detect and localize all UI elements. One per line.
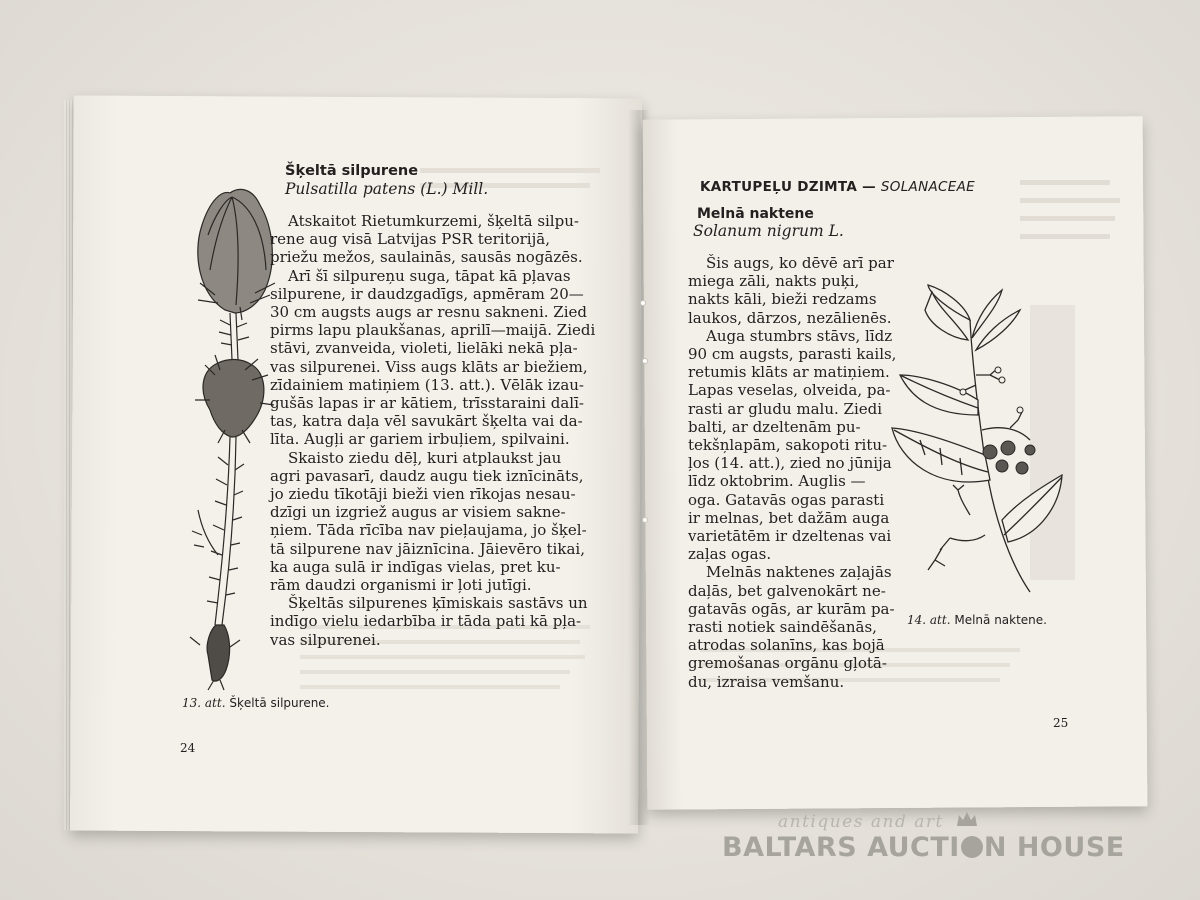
text-line: Šķeltās silpurenes ķīmiskais sastāvs un	[288, 594, 588, 613]
left-body-text	[270, 212, 595, 649]
text-line: 30 cm augsts augs ar resnu sakneni. Zied	[270, 303, 587, 322]
text-line: jo ziedu tīkotāji bieži vien rīkojas nesau-	[270, 485, 576, 504]
text-line: ņiem. Tāda rīcība nav pieļaujama, jo šķel-	[270, 521, 587, 540]
text-line: miega zāli, nakts puķi,	[688, 272, 860, 291]
text-line: agri pavasarī, daudz augu tiek iznīcināts,	[270, 466, 584, 485]
text-line: laukos, dārzos, nezālienēs.	[688, 308, 892, 327]
family-latin: SOLANACEAE	[880, 179, 975, 195]
text-line: tā silpurene nav jāiznīcina. Jāievēro tikai,	[270, 539, 585, 558]
text-line: dzīgi un izgriež augus ar visiem sakne-	[270, 503, 566, 522]
text-line: Auga stumbrs stāvs, līdz	[706, 326, 893, 345]
text-line: zīdainiem matiņiem (13. att.). Vēlāk izau-	[270, 375, 584, 394]
text-line: ka auga sulā ir indīgas vielas, pret ku-	[270, 557, 561, 576]
bleed-through-right	[1020, 180, 1130, 239]
text-line: vas silpurenei. Viss augs klāts ar biežiem,	[270, 357, 588, 376]
text-line: rene aug visā Latvijas PSR teritorijā,	[270, 230, 550, 249]
page-number-right: 25	[1053, 716, 1069, 730]
section-title: Šķeltā silpurene	[285, 163, 419, 179]
figure-caption-text: Melnā naktene.	[954, 613, 1047, 627]
text-line: Melnās naktenes zaļajās	[706, 563, 892, 582]
text-line: Skaisto ziedu dēļ, kuri atplaukst jau	[288, 448, 562, 467]
text-line: tekšņlapām, sakopoti ritu-	[688, 436, 888, 455]
text-line: retumis klāts ar matiņiem.	[688, 363, 890, 382]
text-line: tas, katra daļa vēl savukārt šķelta vai da-	[270, 412, 583, 431]
right-body-text	[688, 254, 896, 691]
text-line: daļās, bet galvenokārt ne-	[688, 581, 886, 600]
text-line: gušās lapas ir ar kātiem, trīsstaraini dalī-	[270, 394, 584, 413]
text-line: Atskaitot Rietumkurzemi, šķeltā silpu-	[288, 212, 579, 230]
text-line: rām daudzi organismi ir ļoti jutīgi.	[270, 576, 532, 595]
text-line: nakts kāli, bieži redzams	[688, 290, 877, 309]
text-line: Arī šī silpureņu suga, tāpat kā pļavas	[288, 266, 571, 285]
binding-stitch	[642, 358, 648, 364]
text-line: līta. Augļi ar gariem irbuļiem, spilvaini.	[270, 430, 570, 449]
text-line: vas silpurenei.	[270, 630, 381, 649]
text-line: silpurene, ir daudzgadīgs, apmēram 20—	[270, 284, 584, 303]
text-line: varietātēm ir dzeltenas vai	[688, 527, 892, 546]
figure-caption	[182, 696, 330, 710]
figure-number: 14. att.	[907, 613, 951, 627]
page-number-left: 24	[180, 741, 196, 755]
watermark-brand-right: N HOUSE	[983, 832, 1125, 863]
crown-o-icon	[961, 836, 983, 858]
text-line: līdz oktobrim. Auglis —	[688, 472, 866, 491]
text-line: oga. Gatavās ogas parasti	[688, 490, 885, 509]
watermark-tagline: antiques and art	[778, 812, 944, 832]
section-title-right: Melnā naktene	[697, 206, 814, 222]
text-line: atrodas solanīns, kas bojā	[688, 636, 885, 655]
text-line: du, izraisa vemšanu.	[688, 672, 845, 691]
text-line: rasti notiek saindēšanās,	[688, 618, 877, 637]
text-line: priežu mežos, saulainās, sausās nogāzēs.	[270, 248, 583, 267]
watermark-brand	[722, 832, 1125, 863]
text-line: pirms lapu plaukšanas, aprilī—maijā. Ziedi	[270, 321, 596, 340]
text-line: Lapas veselas, olveida, pa-	[688, 381, 891, 400]
solanum-illustration	[890, 280, 1070, 600]
text-line: rasti ar gludu malu. Ziedi	[688, 399, 883, 418]
latin-name: Pulsatilla patens (L.) Mill.	[285, 180, 489, 198]
binding-stitch	[642, 517, 648, 523]
text-line: 90 cm augsts, parasti kails,	[688, 345, 897, 364]
watermark-brand-left: BALTARS AUCTI	[722, 832, 960, 863]
text-line: Šis augs, ko dēvē arī par	[706, 254, 894, 272]
text-line: indīgo vielu iedarbība ir tāda pati kā pļa-	[270, 612, 582, 631]
text-line: ir melnas, bet dažām auga	[688, 508, 890, 527]
family-heading	[700, 179, 975, 195]
crown-icon	[955, 810, 979, 828]
text-line: gatavās ogās, ar kurām pa-	[688, 599, 895, 618]
latin-name-right: Solanum nigrum L.	[693, 222, 844, 240]
figure-caption-right	[907, 613, 1047, 627]
text-line: ļos (14. att.), zied no jūnija	[688, 454, 892, 473]
binding-stitch	[640, 300, 646, 306]
text-line: balti, ar dzeltenām pu-	[688, 417, 861, 436]
figure-number: 13. att.	[182, 696, 226, 710]
figure-caption-text: Šķeltā silpurene.	[229, 696, 330, 710]
text-line: zaļas ogas.	[688, 545, 772, 564]
text-line: gremošanas orgānu gļotā-	[688, 654, 887, 673]
family-name: KARTUPEĻU DZIMTA —	[700, 179, 876, 195]
text-line: stāvi, zvanveida, violeti, lielāki nekā pļa-	[270, 339, 578, 358]
